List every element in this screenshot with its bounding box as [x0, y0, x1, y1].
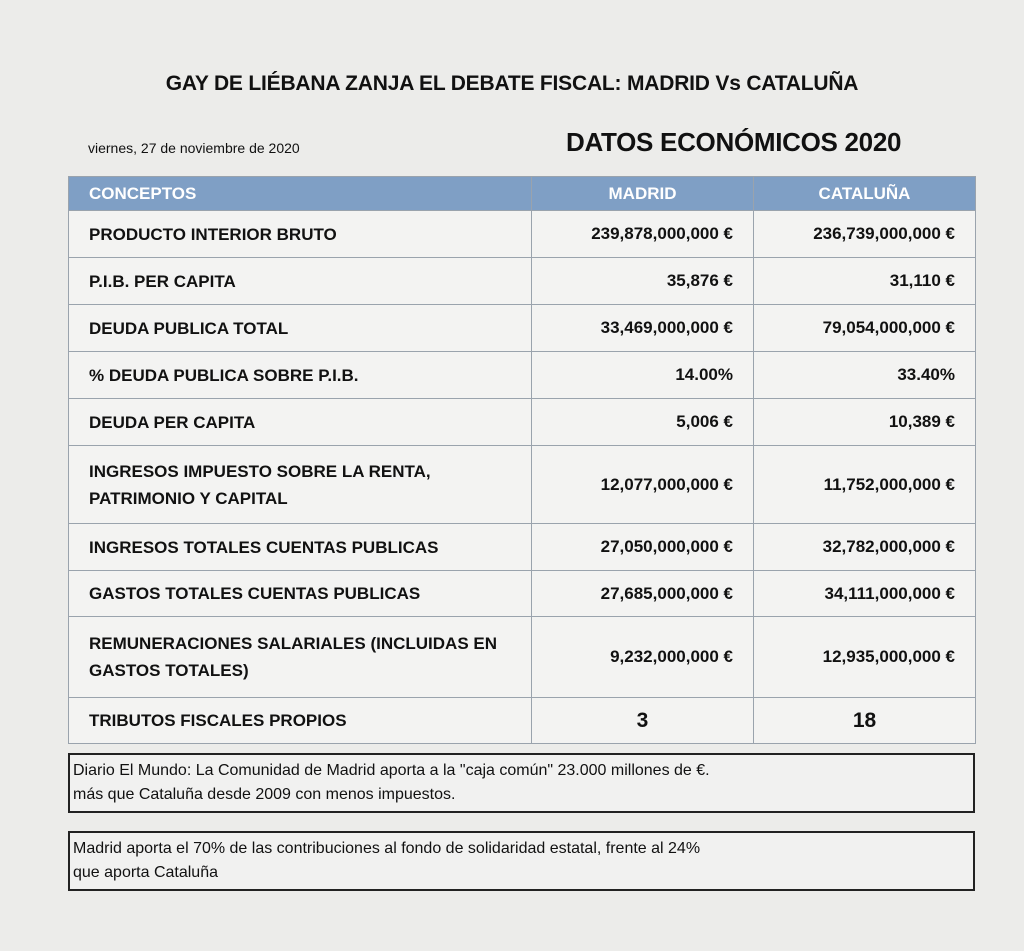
header-cataluna: CATALUÑA — [754, 177, 976, 211]
madrid-value: 12,077,000,000 € — [532, 446, 754, 524]
cataluna-value: 33.40% — [754, 352, 976, 399]
cataluna-value: 31,110 € — [754, 258, 976, 305]
document-title: GAY DE LIÉBANA ZANJA EL DEBATE FISCAL: MADRID Vs CATALUÑA — [165, 72, 859, 95]
madrid-value: 9,232,000,000 € — [532, 617, 754, 698]
concept-cell: GASTOS TOTALES CUENTAS PUBLICAS — [69, 571, 532, 617]
madrid-value: 35,876 € — [532, 258, 754, 305]
madrid-value: 27,685,000,000 € — [532, 571, 754, 617]
cataluna-value: 18 — [754, 698, 976, 744]
note-line: Madrid aporta el 70% de las contribuciones al fondo de solidaridad estatal, frente al 24% — [73, 840, 701, 857]
concept-cell: % DEUDA PUBLICA SOBRE P.I.B. — [69, 352, 532, 399]
madrid-value: 239,878,000,000 € — [532, 211, 754, 258]
concept-cell: INGRESOS TOTALES CUENTAS PUBLICAS — [69, 524, 532, 571]
table-row — [69, 352, 976, 399]
table-row — [69, 446, 976, 524]
cataluna-value: 12,935,000,000 € — [754, 617, 976, 698]
madrid-value: 3 — [532, 698, 754, 744]
publication-date: viernes, 27 de noviembre de 2020 — [88, 140, 300, 156]
madrid-value: 27,050,000,000 € — [532, 524, 754, 571]
section-subtitle: DATOS ECONÓMICOS 2020 — [566, 127, 902, 157]
table-row — [69, 571, 976, 617]
table-row — [69, 524, 976, 571]
madrid-value: 5,006 € — [532, 399, 754, 446]
cataluna-value: 11,752,000,000 € — [754, 446, 976, 524]
table-row — [69, 211, 976, 258]
note-line: que aporta Cataluña — [73, 864, 218, 881]
header-conceptos: CONCEPTOS — [69, 177, 532, 211]
table-row — [69, 399, 976, 446]
cataluna-value: 79,054,000,000 € — [754, 305, 976, 352]
cataluna-value: 32,782,000,000 € — [754, 524, 976, 571]
table-row — [69, 698, 976, 744]
table-row — [69, 258, 976, 305]
note-line: más que Cataluña desde 2009 con menos impuestos. — [73, 786, 456, 803]
concept-cell: P.I.B. PER CAPITA — [69, 258, 532, 305]
note-solidaridad — [68, 831, 975, 891]
note-line: Diario El Mundo: La Comunidad de Madrid aporta a la "caja común" 23.000 millones de €. — [73, 762, 710, 779]
table-row — [69, 617, 976, 698]
concept-cell: TRIBUTOS FISCALES PROPIOS — [69, 698, 532, 744]
concept-cell: PRODUCTO INTERIOR BRUTO — [69, 211, 532, 258]
madrid-value: 33,469,000,000 € — [532, 305, 754, 352]
economic-data-table — [68, 176, 976, 744]
cataluna-value: 34,111,000,000 € — [754, 571, 976, 617]
table-row — [69, 305, 976, 352]
note-el-mundo — [68, 753, 975, 813]
concept-cell: REMUNERACIONES SALARIALES (INCLUIDAS EN GASTOS TOTALES) — [69, 617, 532, 698]
header-madrid: MADRID — [532, 177, 754, 211]
concept-cell: DEUDA PER CAPITA — [69, 399, 532, 446]
concept-cell: INGRESOS IMPUESTO SOBRE LA RENTA, PATRIMONIO Y CAPITAL — [69, 446, 532, 524]
table-header-row — [69, 177, 976, 211]
concept-cell: DEUDA PUBLICA TOTAL — [69, 305, 532, 352]
cataluna-value: 236,739,000,000 € — [754, 211, 976, 258]
cataluna-value: 10,389 € — [754, 399, 976, 446]
madrid-value: 14.00% — [532, 352, 754, 399]
